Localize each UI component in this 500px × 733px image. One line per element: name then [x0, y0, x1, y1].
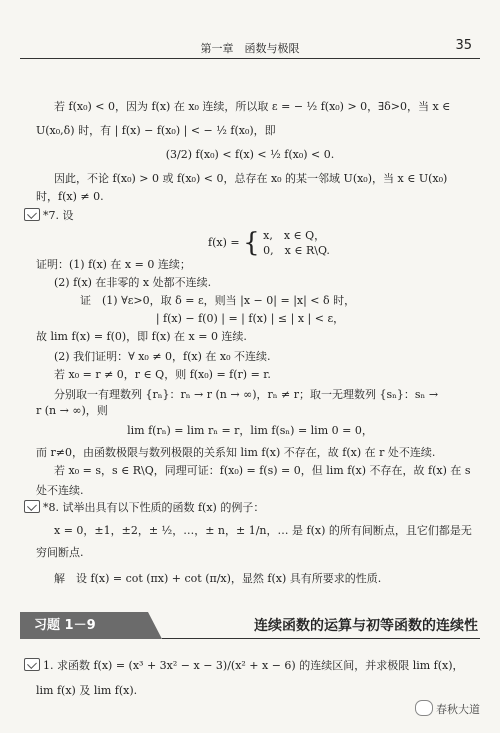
text-line: 因此，不论 f(x₀) > 0 或 f(x₀) < 0，总存在 x₀ 的某一邻域 U(x₀)，当 x ∈ U(x₀)	[54, 172, 448, 185]
text-line: 若 x₀ = s，s ∈ R\Q，同理可证：f(x₀) = f(s) = 0，但 lim f(x) 不存在，故 f(x) 在 s	[54, 464, 471, 477]
text-line: (2) 我们证明：∀ x₀ ≠ 0，f(x) 在 x₀ 不连续.	[54, 350, 271, 363]
formula-line: lim f(rₙ) = lim rₙ = r，lim f(sₙ) = lim 0 = 0，	[127, 424, 373, 437]
case-rational: x, x ∈ Q，	[263, 229, 326, 242]
problem-7-title: *7. 设	[43, 209, 74, 222]
text-line: (2) f(x) 在非零的 x 处都不连续.	[54, 276, 212, 289]
formula-line: | f(x) − f(0) | = | f(x) | ≤ | x | < ε，	[155, 312, 345, 325]
problem-8-heading	[24, 500, 264, 515]
page-header	[20, 36, 480, 59]
text-line: U(x₀,δ) 时，有 | f(x) − f(x₀) | < − ½ f(x₀)，即	[36, 124, 276, 137]
brace-symbol: {	[243, 228, 260, 258]
chapter-title: 第一章 函数与极限	[200, 42, 300, 55]
solution-line: 解 设 f(x) = cot (πx) + cot (π/x)，显然 f(x) 具有所要求的性质.	[54, 572, 382, 585]
text-line: 时，f(x) ≠ 0.	[36, 190, 104, 203]
text-line: 故 lim f(x) = f(0)，即 f(x) 在 x = 0 连续.	[36, 330, 247, 343]
section-label: 习题 1－9	[20, 612, 148, 639]
problem-7-heading	[24, 208, 74, 223]
section-banner	[0, 612, 500, 639]
text-line: 分别取一有理数列 {rₙ}：rₙ → r (n → ∞)，rₙ ≠ r；取一无理数列 {sₙ}：sₙ →	[54, 388, 439, 401]
watermark	[415, 700, 480, 717]
text-line: lim f(x) 及 lim f(x).	[36, 684, 138, 697]
text-line: x = 0，±1，±2，± ½，…，± n，± 1/n，… 是 f(x) 的所有间断点，且它们都是无	[54, 524, 472, 537]
case-irrational: 0, x ∈ R\Q.	[263, 244, 330, 257]
problem-8-title: *8. 试举出具有以下性质的函数 f(x) 的例子：	[43, 501, 265, 514]
cases	[263, 228, 330, 258]
section-title: 连续函数的运算与初等函数的连续性	[254, 618, 478, 634]
text-line: 穷间断点.	[36, 546, 84, 559]
text-line: 证 (1) ∀ε>0，取 δ = ε，则当 |x − 0| = |x| < δ 时，	[80, 294, 356, 307]
section-rule	[162, 638, 480, 639]
exercise-icon	[24, 658, 40, 671]
function-label: f(x) =	[208, 236, 240, 249]
watermark-text: 春秋大道	[436, 703, 480, 716]
formula-line: (3/2) f(x₀) < f(x) < ½ f(x₀) < 0.	[165, 148, 335, 161]
page-number: 35	[455, 38, 472, 53]
text-line: 若 x₀ = r ≠ 0，r ∈ Q，则 f(x₀) = f(r) = r.	[54, 368, 271, 381]
text-line: 处不连续.	[36, 484, 84, 497]
wechat-icon	[415, 700, 433, 716]
exercise-1-line1: 1. 求函数 f(x) = (x³ + 3x² − x − 3)/(x² + x − 6) 的连续区间，并求极限 lim f(x)，	[43, 659, 464, 672]
text-line: 证明：(1) f(x) 在 x = 0 连续；	[36, 258, 191, 271]
text-line: r (n → ∞)，则	[36, 404, 108, 417]
text-line: 而 r≠0，由函数极限与数列极限的关系知 lim f(x) 不存在，故 f(x) 在 r 处不连续.	[36, 446, 436, 459]
piecewise-definition	[208, 228, 330, 258]
exercise-icon	[24, 500, 40, 513]
exercise-1	[24, 658, 464, 673]
exercise-icon	[24, 208, 40, 221]
text-line: 若 f(x₀) < 0，因为 f(x) 在 x₀ 连续，所以取 ε = − ½ f(x₀) > 0，∃δ>0，当 x ∈	[54, 100, 451, 113]
